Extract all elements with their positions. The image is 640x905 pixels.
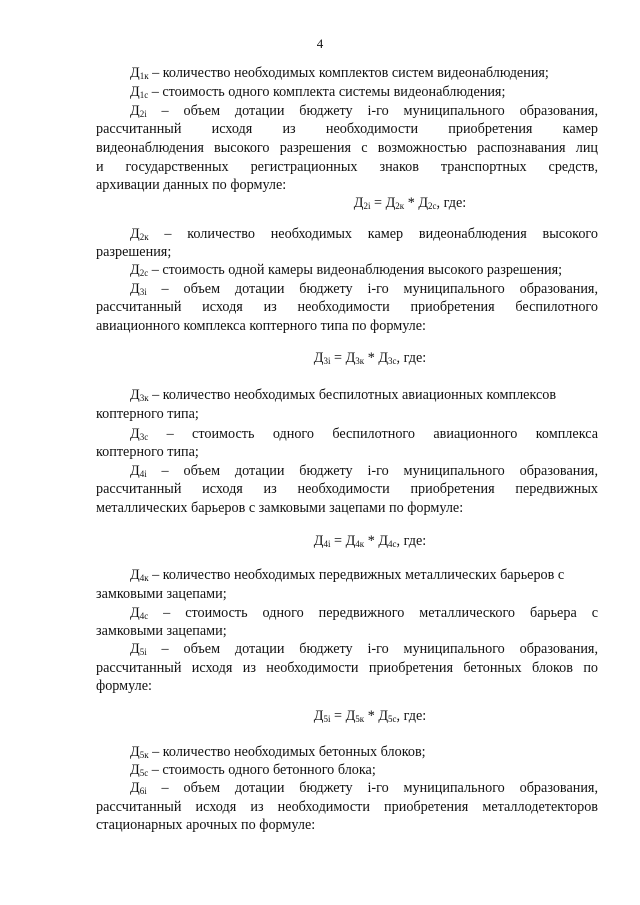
subscript-index: 2с [139,268,149,278]
subscript-index: 4к [139,573,149,583]
text-run: = Д [370,195,396,211]
text-run: – объем дотации бюджету i-го муниципального образования, [146,281,598,297]
text-run: архивации данных по формуле: [96,177,287,193]
text-run: разрешения; [96,244,172,260]
text-run: * Д [364,350,389,366]
text-line [96,243,598,261]
text-line [130,261,598,279]
text-line [130,280,598,298]
text-run: Д [130,605,140,621]
text-line [96,120,598,138]
formula [100,707,640,725]
text-run: рассчитанный исходя из необходимости приобретения передвижных [96,481,598,497]
subscript-index: 2i [139,109,147,119]
text-run: Д [130,567,140,583]
text-run: Д [130,762,140,778]
text-line [96,139,598,157]
text-line [96,622,598,640]
text-run: Д [130,387,140,403]
text-line [96,659,598,677]
text-line [96,480,598,498]
text-run: – стоимость одного передвижного металлического барьера с [148,605,598,621]
subscript-index: 2к [395,201,405,211]
text-run: коптерного типа; [96,444,199,460]
text-run: – стоимость одного комплекта системы видеонаблюдения; [148,84,506,100]
text-line [96,816,598,834]
subscript-index: 4с [139,611,149,621]
text-line [96,317,598,335]
text-run: стационарных арочных по формуле: [96,817,316,833]
text-run: Д [313,708,324,724]
text-line [130,640,598,658]
text-run: Д [313,350,324,366]
text-run: – стоимость одной камеры видеонаблюдения высокого разрешения; [148,262,563,278]
text-run: Д [130,641,140,657]
text-line [96,499,598,517]
text-run: * Д [404,195,429,211]
text-run: – стоимость одного бетонного блока; [148,762,376,778]
subscript-index: 2i [363,201,371,211]
text-run: формуле: [96,678,152,694]
text-run: = Д [330,350,356,366]
text-run: коптерного типа; [96,406,199,422]
text-line [130,102,598,120]
subscript-index: 5с [388,714,397,724]
text-run: – стоимость одного беспилотного авиационного комплекса [148,426,598,442]
text-run: – объем дотации бюджету i-го муниципального образования, [146,641,598,657]
text-run: рассчитанный исходя из необходимости приобретения беспилотного [96,299,598,315]
formula [180,194,640,212]
text-line [130,386,598,404]
text-run: Д [130,262,140,278]
text-run: Д [130,780,140,796]
text-line [96,798,598,816]
text-line [96,176,598,194]
text-run: * Д [364,708,389,724]
text-line [96,405,598,423]
text-run: , где: [396,708,427,724]
subscript-index: 6i [139,786,147,796]
text-line [130,604,598,622]
text-line [130,566,598,584]
text-run: Д [130,426,140,442]
subscript-index: 4i [139,469,147,479]
subscript-index: 3к [355,356,365,366]
subscript-index: 5к [139,750,149,760]
subscript-index: 3i [139,287,147,297]
text-run: Д [313,533,324,549]
text-line [130,64,598,82]
text-run: – объем дотации бюджету i-го муниципального образования, [146,103,598,119]
text-line [130,83,598,101]
text-run: Д [353,195,364,211]
text-run: Д [130,84,140,100]
subscript-index: 3с [139,432,149,442]
text-line [130,225,598,243]
text-line [130,779,598,797]
formula [100,532,640,550]
subscript-index: 5i [323,714,331,724]
text-run: рассчитанный исходя из необходимости приобретения бетонных блоков по [96,660,598,676]
subscript-index: 4i [323,539,331,549]
text-run: металлических барьеров с замковыми зацепами по формуле: [96,500,464,516]
text-run: – количество необходимых передвижных металлических барьеров с [148,567,565,583]
subscript-index: 3к [139,393,149,403]
subscript-index: 4с [388,539,397,549]
text-line [96,443,598,461]
subscript-index: 4к [355,539,365,549]
subscript-index: 2к [139,232,149,242]
text-line [96,158,598,176]
subscript-index: 1к [139,71,149,81]
page-number: 4 [316,36,324,51]
text-run: Д [130,226,140,242]
text-run: – объем дотации бюджету i-го муниципального образования, [146,463,598,479]
text-run: Д [130,463,140,479]
text-run: рассчитанный исходя из необходимости приобретения металлодетекторов [96,799,598,815]
subscript-index: 2с [428,201,437,211]
subscript-index: 1с [139,90,149,100]
text-run: = Д [330,708,356,724]
text-run: = Д [330,533,356,549]
text-run: , где: [396,350,427,366]
subscript-index: 5i [139,647,147,657]
text-run: видеонаблюдения высокого разрешения с возможностью распознавания лиц [96,140,598,156]
text-line [96,298,598,316]
text-run: рассчитанный исходя из необходимости приобретения камер [96,121,598,137]
text-run: , где: [396,533,427,549]
text-run: Д [130,281,140,297]
text-run: * Д [364,533,389,549]
text-run: – объем дотации бюджету i-го муниципального образования, [146,780,598,796]
subscript-index: 5к [355,714,365,724]
text-run: , где: [436,195,467,211]
text-run: – количество необходимых комплектов систем видеонаблюдения; [148,65,549,81]
text-run: – количество необходимых бетонных блоков; [148,744,426,760]
text-line [130,425,598,443]
text-line [130,761,598,779]
text-line [130,743,598,761]
text-line [130,462,598,480]
text-run: – количество необходимых беспилотных авиационных комплексов [148,387,557,403]
text-run: Д [130,65,140,81]
subscript-index: 5с [139,768,149,778]
subscript-index: 3i [323,356,331,366]
text-line [96,677,598,695]
text-run: Д [130,744,140,760]
text-run: авиационного комплекса коптерного типа по формуле: [96,318,426,334]
text-run: замковыми зацепами; [96,623,227,639]
text-run: – количество необходимых камер видеонаблюдения высокого [148,226,598,242]
formula [100,349,640,367]
text-run: замковыми зацепами; [96,586,227,602]
subscript-index: 3с [388,356,397,366]
text-run: Д [130,103,140,119]
text-line [96,585,598,603]
text-run: и государственных регистрационных знаков транспортных средств, [96,159,598,175]
